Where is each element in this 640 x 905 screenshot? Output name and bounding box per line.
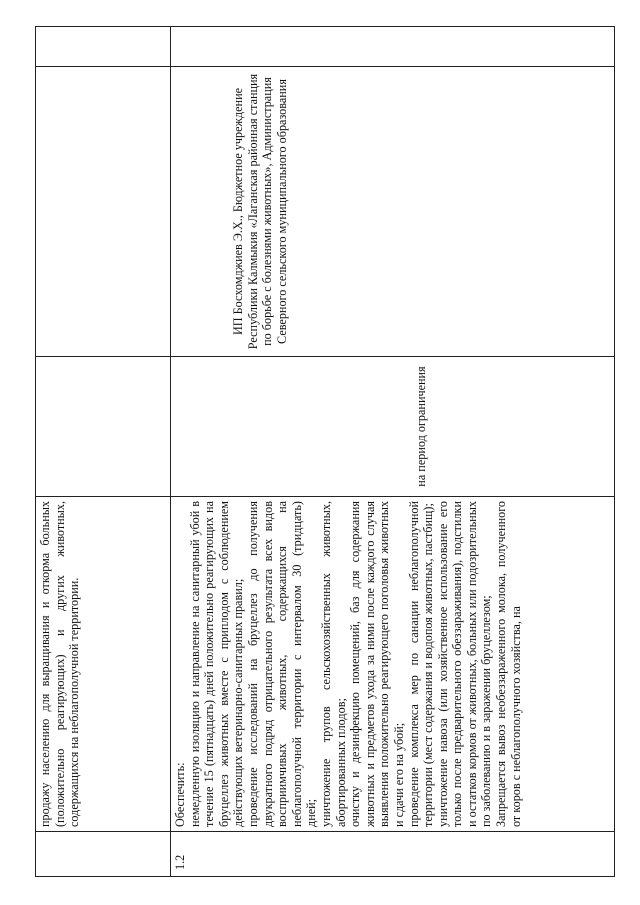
measure-item: уничтожение навоза (или хозяйственное использование его только после предварительного обеззараживания), подстилки и остатков кормов от животных, больных или подозрительных по заболеванию и в заражении бруцеллезом;	[435, 501, 494, 827]
measure-item: немедленную изоляцию и направление на санитарный убой в течение 15 (пятнадцать) дней положительно реагирующих на бруцеллез животных вместе с приплодом с соблюдением действующих ветеринарно-санитарных правил;	[187, 501, 246, 827]
measure-item: проведение комплекса мер по санации неблагополучной территории (мест содержания и водопоя животных, пастбищ);	[406, 501, 436, 827]
responsible-cell: ИП Босхомджиев Э.Х., Бюджетное учреждение Республики Калмыкия «Лаганская районная станция по борьбе с болезнями животных», Администрация Северного сельского муниципального образования	[171, 67, 615, 357]
table-row-1-2	[171, 27, 615, 877]
rotated-page	[35, 27, 615, 877]
table-row-continuation	[36, 27, 171, 877]
measure-item: уничтожение трупов сельскохозяйственных животных, абортированных плодов;	[318, 501, 348, 827]
cell-empty-number	[36, 832, 171, 877]
measure-item: Запрещается вывоз необеззараженного молока, полученного от коров с неблагополучного хозяйства, на	[494, 501, 523, 827]
measures-table	[35, 26, 615, 877]
row-number: 1.2	[171, 832, 615, 877]
cell-empty-extra	[171, 27, 615, 67]
cell-empty-responsible	[36, 67, 171, 357]
cell-empty-term	[36, 357, 171, 497]
term-cell: на период ограничения	[171, 357, 615, 497]
measure-item: очистку и дезинфекцию помещений, баз для содержания животных и предметов ухода за ними после каждого случая выявления положительно реагирующего поголовья животных и сдачи его на убой;	[348, 501, 406, 827]
measure-item: проведение исследований на бруцеллез до получения двукратного подряд отрицательного результата всех видов восприимчивых животных, содержащихся на неблагополучной территории с интервалом 30 (тридцать) дней;	[245, 501, 319, 827]
cell-continuation-text: продажу населению для выращивания и откорма больных (положительно реагирующих) и других животных, содержащихся на неблагополучной территории.	[36, 497, 171, 832]
measure-item: Обеспечить:	[173, 762, 187, 827]
cell-empty-extra	[36, 27, 171, 67]
measures-cell	[171, 497, 615, 832]
